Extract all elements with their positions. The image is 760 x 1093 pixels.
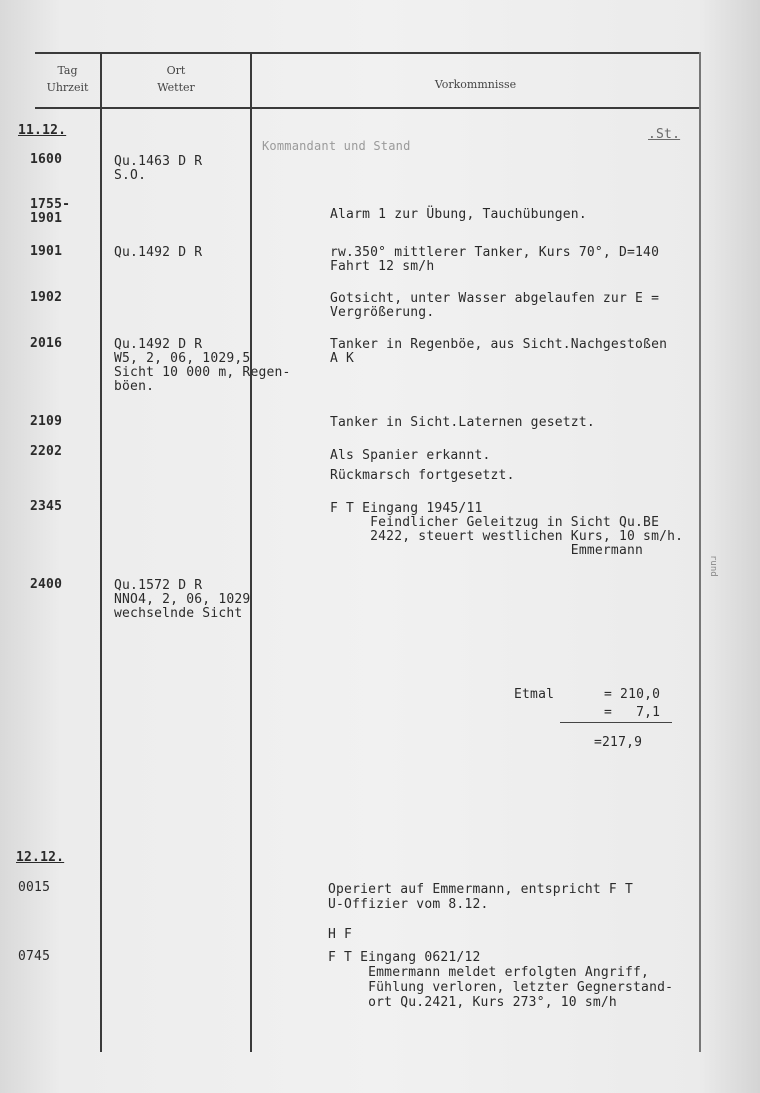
side-note: rund: [708, 555, 718, 577]
header-vorkommnisse: Vorkommnisse: [434, 78, 517, 91]
header-tag-uhrzeit: [35, 62, 100, 96]
header-bottom-line: [35, 107, 700, 109]
date-marker: 11.12.: [18, 123, 67, 138]
entry-time: 2016: [30, 336, 63, 351]
faint-header-text: Kommandant und Stand: [262, 139, 411, 153]
entry-time: 2400: [30, 577, 63, 592]
entry-vorkommnis: Operiert auf Emmermann, entspricht F T U-Offizier vom 8.12. H F: [328, 882, 634, 942]
date-marker: 12.12.: [16, 850, 65, 865]
entry-ort: Qu.1463 D R S.O.: [114, 154, 203, 183]
entry-vorkommnis: Gotsicht, unter Wasser abgelaufen zur E = Vergrößerung.: [330, 291, 660, 320]
entry-time: 1901: [30, 244, 63, 259]
header-ort: Ort: [166, 64, 186, 77]
entry-vorkommnis: F T Eingang 1945/11 Feindlicher Geleitzug in Sicht Qu.BE 2422, steuert westlichen Kurs, 10 sm/h. Emmermann: [330, 501, 684, 558]
entry-time: 2109: [30, 414, 63, 429]
header-uhrzeit: Uhrzeit: [46, 81, 89, 94]
entry-time: 0745: [18, 949, 51, 964]
etmal-label: Etmal: [514, 687, 555, 702]
entry-time: 1600: [30, 152, 63, 167]
entry-ort: Qu.1572 D R NNO4, 2, 06, 1029 wechselnde Sicht: [114, 578, 251, 621]
entry-time: 2202: [30, 444, 63, 459]
entry-time: 0015: [18, 880, 51, 895]
etmal-line-2: = 7,1: [604, 705, 661, 720]
etmal-total: =217,9: [594, 735, 643, 750]
entry-ort: Qu.1492 D R W5, 2, 06, 1029,5 Sicht 10 000 m, Regen- böen.: [114, 337, 291, 394]
entry-vorkommnis: Tanker in Regenböe, aus Sicht.Nachgestoßen A K: [330, 337, 668, 366]
col-divider-3: [699, 52, 701, 1052]
entry-time: 1902: [30, 290, 63, 305]
entry-vorkommnis: Tanker in Sicht.Laternen gesetzt.: [330, 415, 595, 430]
entry-ort: Qu.1492 D R: [114, 245, 203, 260]
entry-time: 2345: [30, 499, 63, 514]
etmal-sum-line: [560, 722, 672, 723]
entry-vorkommnis: F T Eingang 0621/12 Emmermann meldet erfolgten Angriff, Fühlung verloren, letzter Gegnerstand- ort Qu.2421, Kurs 273°, 10 sm/h: [328, 950, 674, 1010]
entry-time: 1755- 1901: [30, 197, 71, 226]
entry-vorkommnis: Als Spanier erkannt. Rückmarsch fortgesetzt.: [330, 448, 515, 483]
header-ort-wetter: [102, 62, 250, 96]
header-wetter: Wetter: [157, 81, 195, 94]
page-reference: .St.: [648, 127, 681, 142]
entry-vorkommnis: Alarm 1 zur Übung, Tauchübungen.: [330, 207, 587, 222]
col-divider-1: [100, 52, 102, 1052]
etmal-line-1: = 210,0: [604, 687, 661, 702]
top-border-line: [35, 52, 700, 54]
entry-vorkommnis: rw.350° mittlerer Tanker, Kurs 70°, D=140 Fahrt 12 sm/h: [330, 245, 660, 274]
col-divider-2: [250, 52, 252, 1052]
header-tag: Tag: [57, 64, 78, 77]
